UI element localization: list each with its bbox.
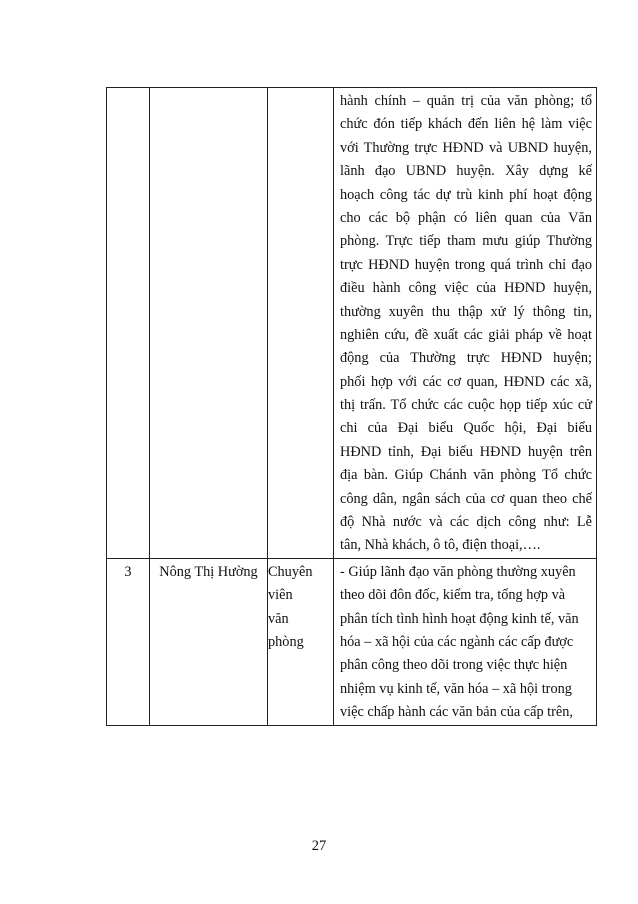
page-number: 27	[311, 838, 327, 854]
text-line: phòng. Trực tiếp tham mưu giúp Thường	[340, 233, 592, 250]
duties-text	[334, 561, 596, 725]
row-number: 3	[124, 563, 132, 580]
table-row	[107, 558, 597, 725]
text-line: thường xuyên thu thập xử lý thông tin,	[340, 303, 592, 320]
position-cell	[268, 88, 334, 559]
text-line: phòng	[268, 633, 304, 650]
table-row	[107, 88, 597, 559]
text-line: hành chính – quản trị của văn phòng; tổ	[340, 93, 592, 109]
text-line: viên	[268, 587, 293, 604]
duties-cell	[334, 558, 597, 725]
text-line: phối hợp với các cơ quan, HĐND các xã,	[340, 373, 592, 390]
name-cell	[150, 88, 268, 559]
text-line: động của Thường trực HĐND huyện;	[340, 350, 592, 367]
name-cell	[150, 558, 268, 725]
text-line: địa bàn. Giúp Chánh văn phòng Tổ chức	[340, 467, 592, 484]
text-line: với Thường trực HĐND và UBND huyện,	[340, 139, 592, 156]
text-line: công dân, ngân sách của cơ quan theo chế	[340, 490, 592, 507]
text-line: - Giúp lãnh đạo văn phòng thường xuyên	[340, 563, 576, 580]
text-line: chức đón tiếp khách đến liên hệ làm việc	[340, 116, 592, 133]
text-line: theo dõi đôn đốc, kiểm tra, tổng hợp và	[340, 587, 566, 604]
staff-name: Nông Thị Hường	[159, 563, 258, 580]
position-text	[268, 561, 333, 655]
text-line: hóa – xã hội của các ngành các cấp được	[340, 633, 574, 650]
text-line: điều hành công việc của HĐND huyện,	[340, 280, 592, 297]
text-line: trực HĐND huyện trong quá trình chỉ đạo	[340, 256, 592, 273]
text-line: tân, Nhà khách, ô tô, điện thoại,….	[340, 537, 541, 554]
text-line: hoạch công tác dự trù kinh phí hoạt động	[340, 186, 592, 203]
text-line: cho các bộ phận có liên quan của Văn	[340, 209, 592, 226]
text-line: Chuyên	[268, 563, 313, 580]
text-line: lãnh đạo UBND huyện. Xây dựng kế	[340, 163, 592, 180]
duties-cell	[334, 88, 597, 559]
staff-duties-table	[106, 87, 597, 726]
text-line: phân công theo dõi trong việc thực hiện	[340, 657, 568, 674]
text-line: văn	[268, 610, 289, 627]
text-line: HĐND tỉnh, Đại biểu HĐND huyện trên	[340, 443, 592, 460]
number-cell	[107, 88, 150, 559]
text-line: thị trấn. Tổ chức các cuộc họp tiếp xúc cử	[340, 397, 592, 414]
duties-text	[334, 90, 596, 558]
text-line: nghiên cứu, đề xuất các giải pháp về hoạt	[340, 326, 592, 343]
text-line: nhiệm vụ kinh tế, văn hóa – xã hội trong	[340, 680, 572, 697]
text-line: chi của Đại biểu Quốc hội, Đại biểu	[340, 420, 592, 437]
number-cell	[107, 558, 150, 725]
position-cell	[268, 558, 334, 725]
text-line: độ Nhà nước và các dịch công như: Lễ	[340, 514, 592, 531]
text-line: việc chấp hành các văn bản của cấp trên,	[340, 704, 573, 721]
text-line: phân tích tình hình hoạt động kinh tế, văn	[340, 610, 579, 627]
